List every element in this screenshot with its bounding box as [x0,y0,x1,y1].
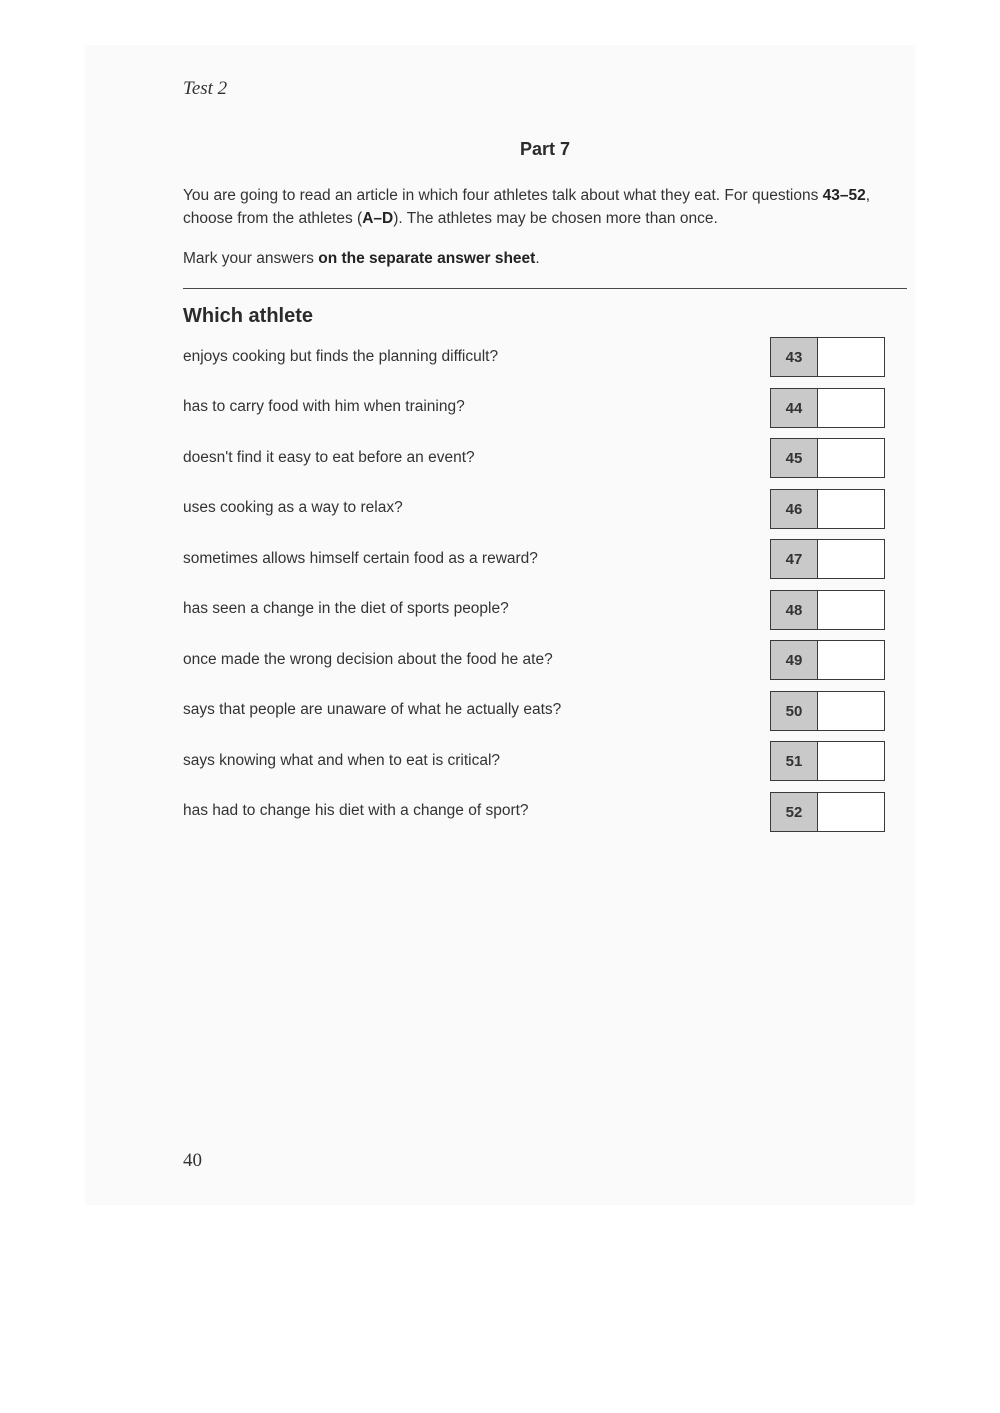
instructions-text-1: You are going to read an article in which four athletes talk about what they eat. For questions [183,187,823,204]
answer-slot [770,539,885,579]
question-text: sometimes allows himself certain food as a reward? [183,550,538,567]
answer-slot [770,691,885,731]
part-title: Part 7 [519,139,571,159]
question-number: 43 [771,338,818,376]
instructions [183,184,913,230]
question-range: 43–52 [822,187,866,204]
instructions-text-2: , choose from the athletes ( [183,187,871,227]
question-number: 50 [771,692,818,730]
answer-slot [770,640,885,680]
mark-text: Mark your answers [183,250,319,267]
mark-bold: on the separate answer sheet [318,250,536,267]
question-number: 46 [771,490,818,528]
question-number: 47 [771,540,818,578]
answer-slot [770,741,885,781]
question-number: 44 [771,389,818,427]
question-text: doesn't find it easy to eat before an event? [183,449,475,466]
question-text: says that people are unaware of what he actually eats? [183,701,562,718]
mark-end: . [535,250,540,267]
answer-box[interactable] [818,439,884,477]
answer-box[interactable] [818,641,884,679]
question-number: 48 [771,591,818,629]
answer-slot [770,337,885,377]
answer-box[interactable] [818,742,884,780]
question-text: has had to change his diet with a change of sport? [183,802,529,819]
answer-slot [770,438,885,478]
question-number: 45 [771,439,818,477]
mark-answers-instruction [183,250,540,268]
question-number: 51 [771,742,818,780]
question-text: says knowing what and when to eat is critical? [183,752,501,769]
answer-slot [770,489,885,529]
answer-box[interactable] [818,389,884,427]
divider-rule [183,288,907,289]
answer-slot [770,590,885,630]
question-text: has seen a change in the diet of sports people? [183,600,509,617]
answer-box[interactable] [818,793,884,831]
running-header: Test 2 [183,78,228,99]
answer-slot [770,388,885,428]
answer-slot [770,792,885,832]
answer-box[interactable] [818,692,884,730]
page-number: 40 [183,1150,202,1171]
question-text: enjoys cooking but finds the planning difficult? [183,348,499,365]
answer-box[interactable] [818,490,884,528]
instructions-text-3: ). The athletes may be chosen more than once. [393,210,718,227]
athlete-range: A–D [362,210,394,227]
answer-box[interactable] [818,338,884,376]
question-text: once made the wrong decision about the food he ate? [183,651,553,668]
question-text: has to carry food with him when training? [183,398,465,415]
section-heading: Which athlete [183,305,314,327]
question-number: 49 [771,641,818,679]
answer-box[interactable] [818,591,884,629]
question-text: uses cooking as a way to relax? [183,499,403,516]
answer-box[interactable] [818,540,884,578]
question-number: 52 [771,793,818,831]
